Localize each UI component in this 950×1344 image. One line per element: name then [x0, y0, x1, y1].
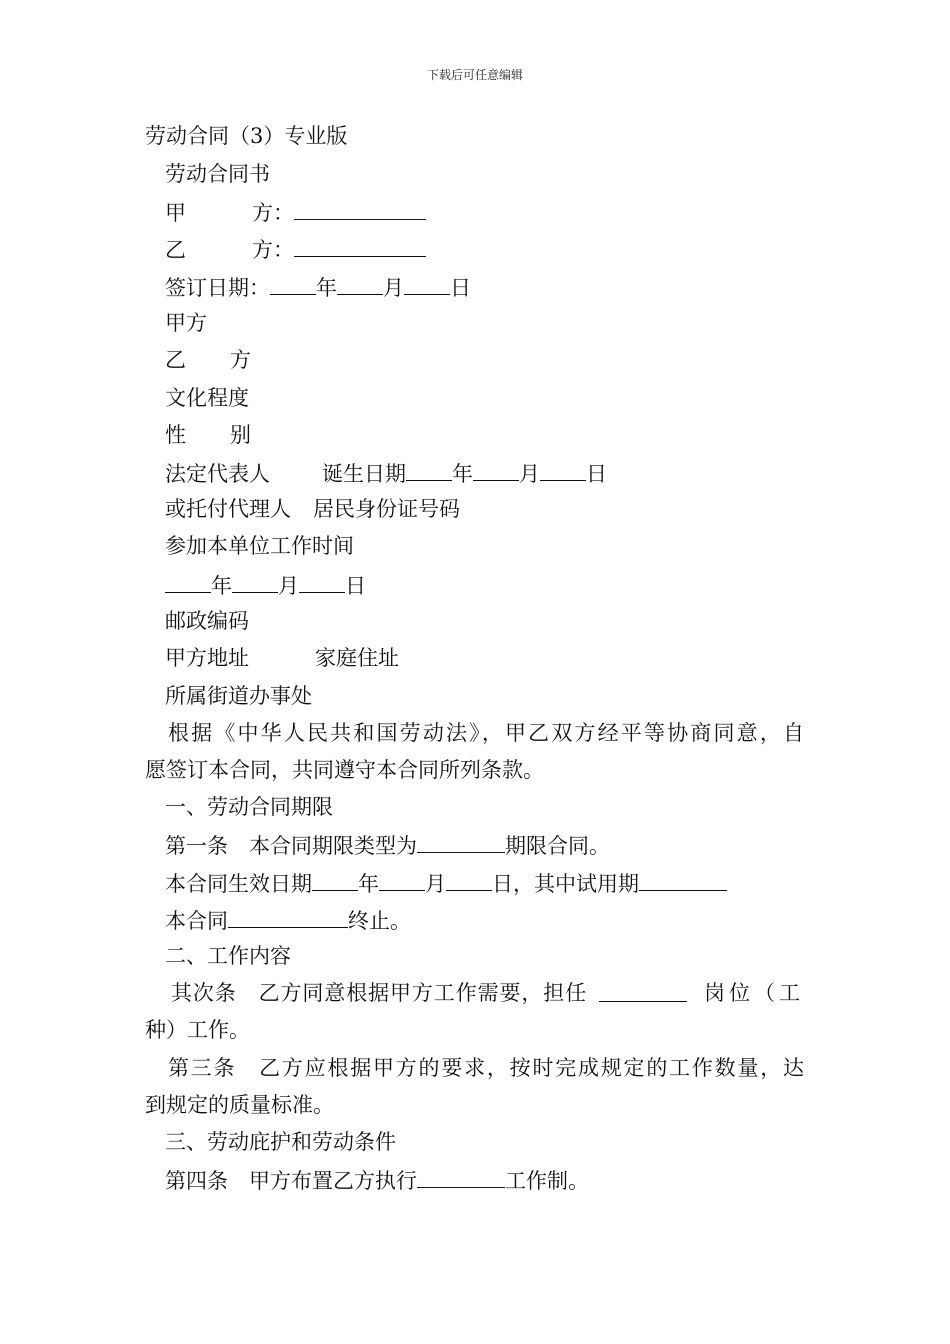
day-label: 日 [345, 574, 366, 598]
article-1-line [165, 830, 610, 860]
gender-line [165, 421, 251, 449]
article-2-text: 其次条 乙方同意根据甲方工作需要，担任 [171, 981, 588, 1005]
party-a-label: 甲 [165, 201, 186, 225]
article-4-text: 第四条 甲方布置乙方执行 [165, 1169, 417, 1193]
party-a-suffix: 方： [252, 201, 294, 225]
section-2-heading: 二、工作内容 [165, 944, 291, 968]
home-address-label: 家庭住址 [315, 646, 399, 670]
party-a-section: 甲方 [165, 311, 207, 335]
section-3-heading: 三、劳动庇护和劳动条件 [165, 1130, 396, 1154]
header-note: 下载后可任意编辑 [426, 68, 523, 82]
year-label: 年 [211, 574, 232, 598]
blank [446, 868, 492, 891]
party-b-char2: 方 [230, 348, 251, 372]
month-label: 月 [383, 276, 404, 300]
month-label: 月 [278, 574, 299, 598]
effective-date-line [165, 868, 727, 898]
party-a-line [165, 197, 426, 227]
party-b-section [165, 346, 251, 374]
blank [404, 272, 450, 295]
party-b-suffix: 方： [252, 238, 294, 262]
document-title: 劳动合同（3）专业版 [145, 124, 348, 148]
article-1-text: 第一条 本合同期限类型为 [165, 834, 417, 858]
birth-date-label: 诞生日期 [322, 462, 406, 486]
article-2-line-2: 种）工作。 [145, 1018, 250, 1042]
article-3-line-2: 到规定的质量标准。 [145, 1093, 334, 1117]
blank [473, 458, 519, 481]
year-label: 年 [452, 462, 473, 486]
sign-date-line [165, 272, 471, 302]
blank [417, 1165, 505, 1188]
article-2-line-1 [171, 979, 804, 1007]
agent-line [165, 495, 460, 523]
party-b-blank [294, 234, 426, 257]
join-date-line [165, 570, 366, 600]
party-b-char1: 乙 [165, 348, 186, 372]
termination-label: 本合同 [165, 909, 228, 933]
month-label: 月 [425, 872, 446, 896]
blank [312, 868, 358, 891]
education-label: 文化程度 [165, 386, 249, 410]
street-office-label: 所属街道办事处 [165, 684, 312, 708]
blank [232, 570, 278, 593]
blank [165, 570, 211, 593]
blank [228, 905, 348, 928]
postal-code-label: 邮政编码 [165, 609, 249, 633]
sign-date-label: 签订日期： [165, 276, 270, 300]
blank [639, 868, 727, 891]
legal-rep-label: 法定代表人 [165, 462, 270, 486]
blank [599, 979, 687, 1002]
agent-label: 或托付代理人 [165, 497, 291, 521]
day-label: 日 [586, 462, 607, 486]
preamble-line-2: 愿签订本合同，共同遵守本合同所列条款。 [145, 758, 544, 782]
party-b-label: 乙 [165, 238, 186, 262]
article-3-line-1: 第三条 乙方应根据甲方的要求，按时完成规定的工作数量，达 [168, 1056, 804, 1080]
section-1-heading: 一、劳动合同期限 [165, 795, 333, 819]
year-label: 年 [358, 872, 379, 896]
blank [337, 272, 383, 295]
year-label: 年 [316, 276, 337, 300]
party-a-blank [294, 197, 426, 220]
blank [540, 458, 586, 481]
join-time-label: 参加本单位工作时间 [165, 534, 354, 558]
blank [299, 570, 345, 593]
address-line [165, 644, 399, 672]
gender-char1: 性 [165, 423, 186, 447]
article-2-suffix: 岗位（工 [703, 981, 804, 1005]
article-4-line [165, 1165, 589, 1195]
blank [417, 830, 505, 853]
day-label: 日 [450, 276, 471, 300]
trial-period-label: 日，其中试用期 [492, 872, 639, 896]
month-label: 月 [519, 462, 540, 486]
termination-suffix: 终止。 [348, 909, 411, 933]
effective-date-label: 本合同生效日期 [165, 872, 312, 896]
id-number-label: 居民身份证号码 [313, 497, 460, 521]
legal-rep-line [165, 458, 607, 488]
gender-char2: 别 [230, 423, 251, 447]
party-b-line [165, 234, 426, 264]
blank [406, 458, 452, 481]
contract-book-heading: 劳动合同书 [165, 162, 270, 186]
blank [379, 868, 425, 891]
article-4-suffix: 工作制。 [505, 1169, 589, 1193]
article-1-suffix: 期限合同。 [505, 834, 610, 858]
preamble-line-1: 根据《中华人民共和国劳动法》，甲乙双方经平等协商同意，自 [168, 721, 804, 745]
party-a-address-label: 甲方地址 [165, 646, 249, 670]
termination-line [165, 905, 411, 935]
blank [270, 272, 316, 295]
